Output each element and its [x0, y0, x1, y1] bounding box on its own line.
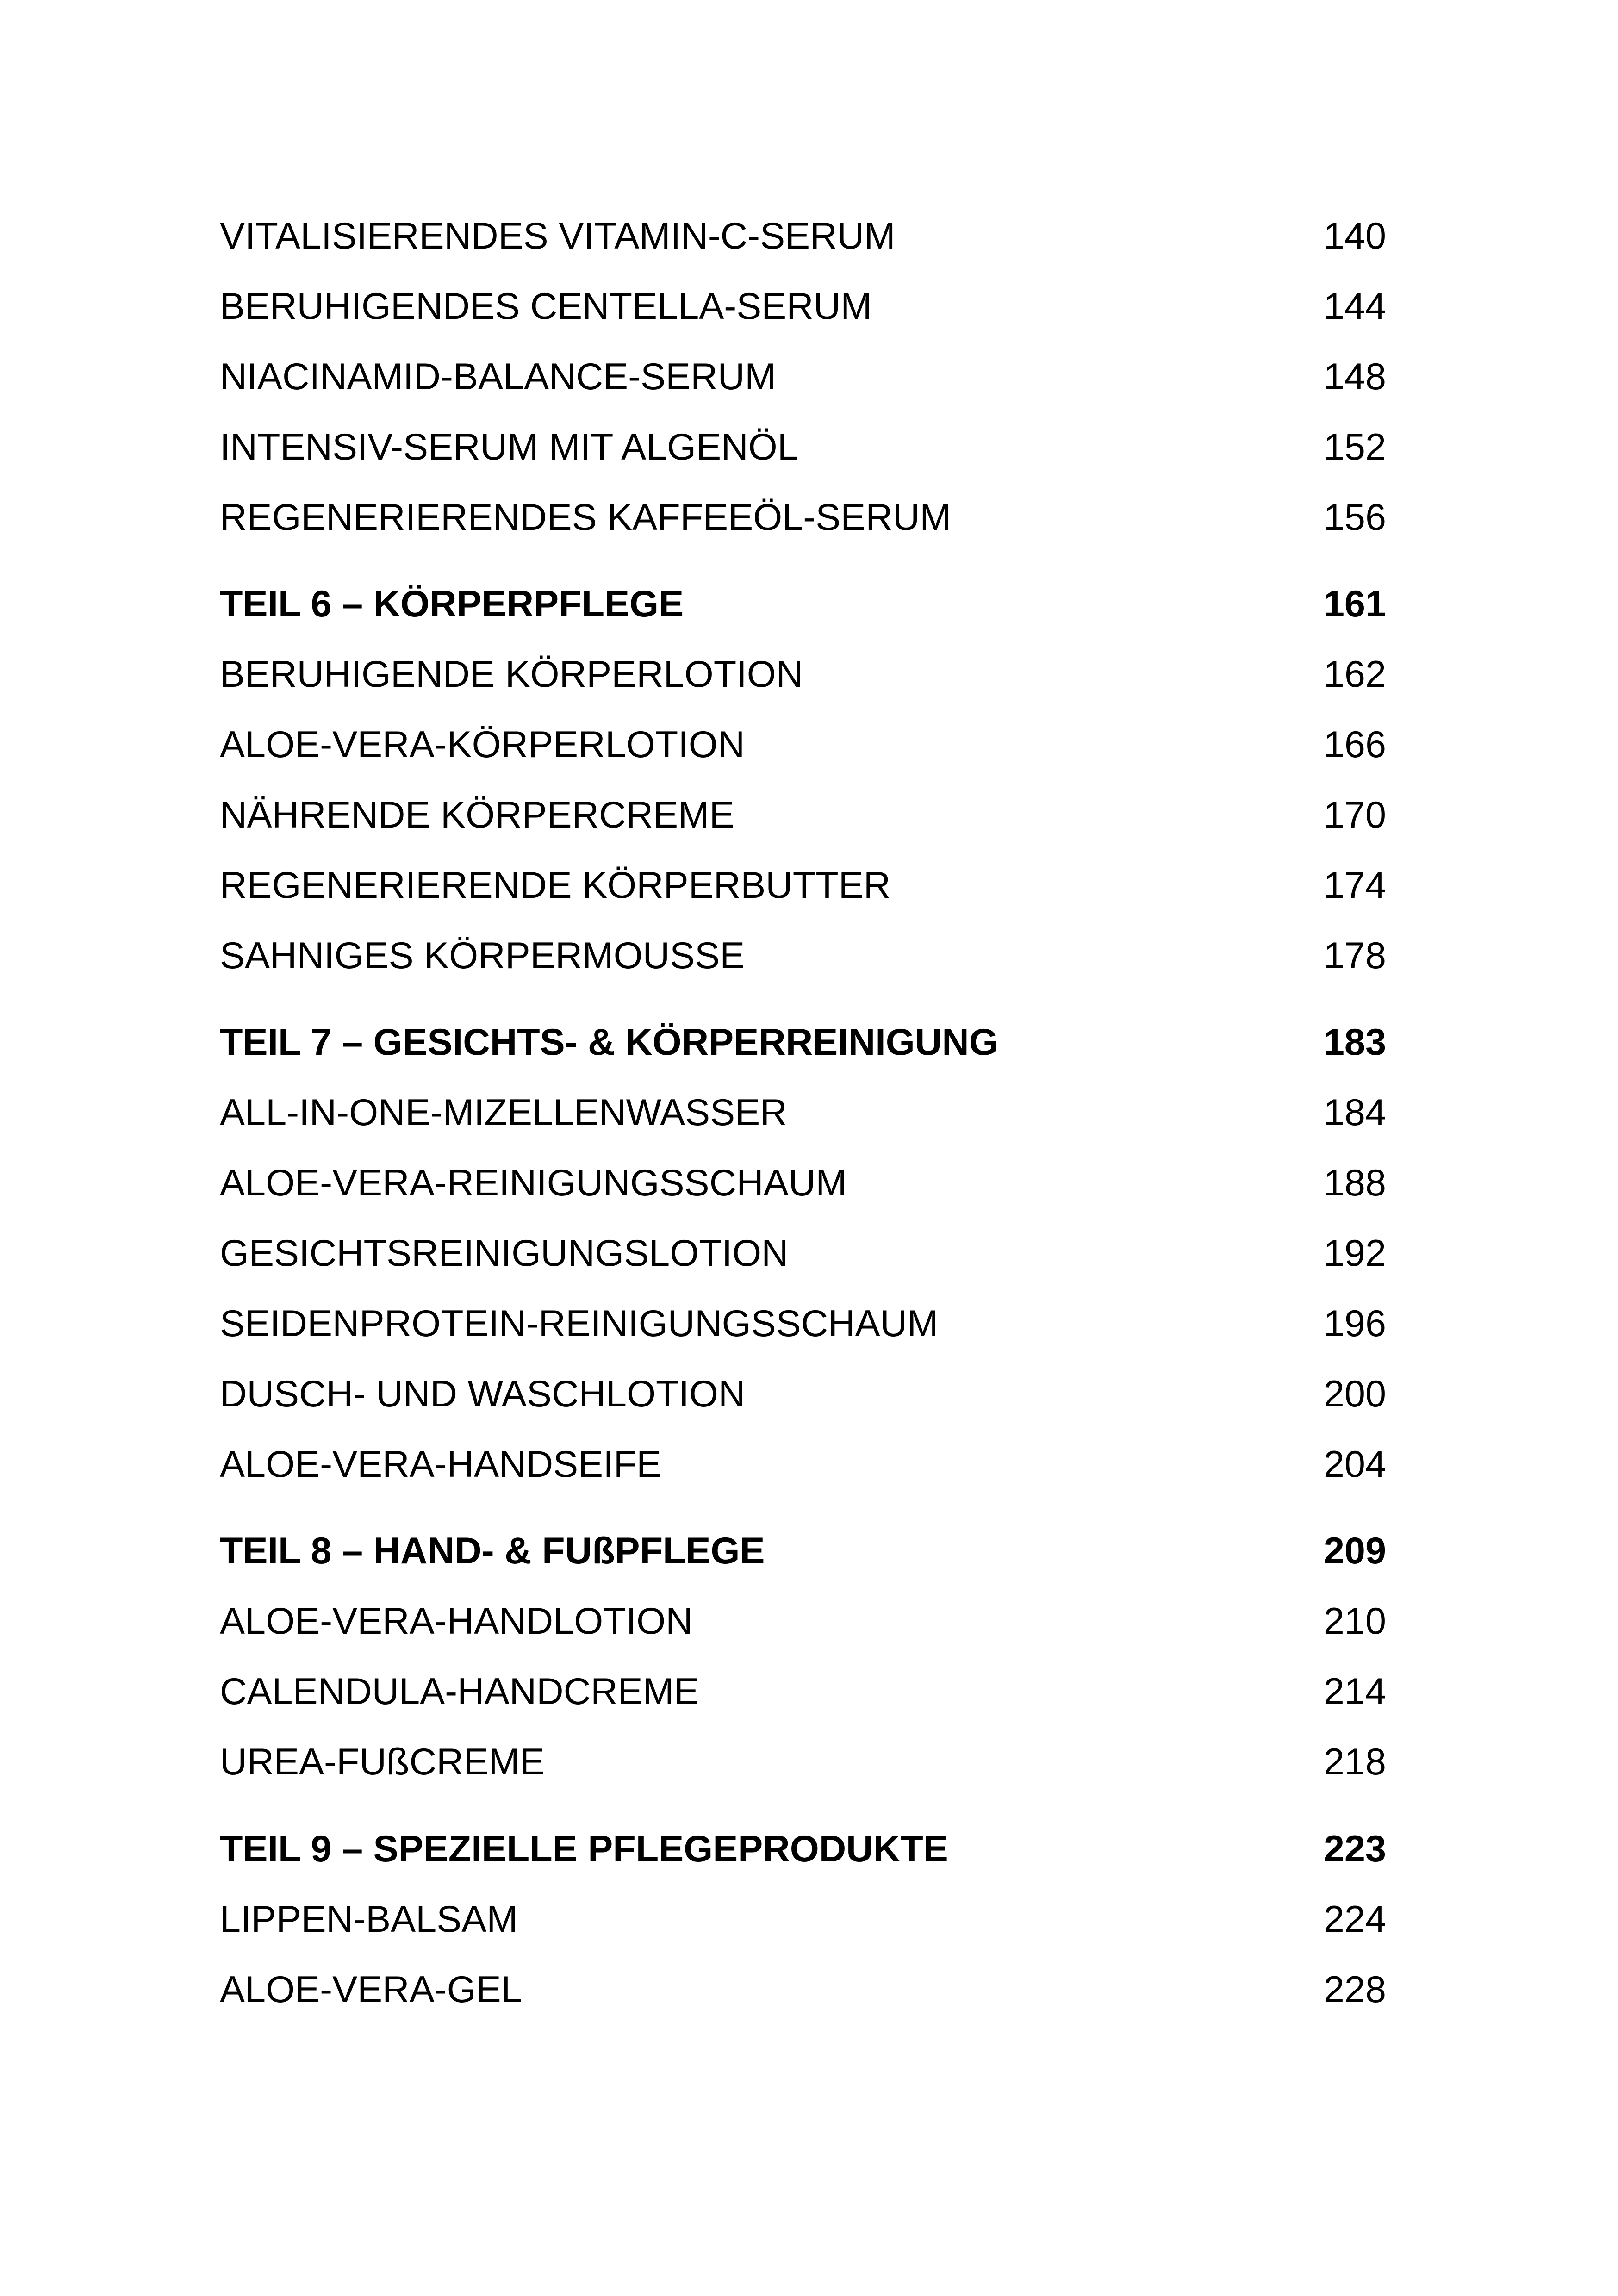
toc-entry-page: 210 [1323, 1600, 1386, 1642]
toc-section-title: TEIL 9 – SPEZIELLE PFLEGEPRODUKTE [220, 1828, 948, 1870]
toc-section-page: 183 [1323, 1021, 1386, 1063]
toc-entry [220, 211, 1386, 261]
toc-entry [220, 422, 1386, 473]
toc-entry-page: 200 [1323, 1373, 1386, 1415]
toc-entry-title: VITALISIERENDES VITAMIN-C-SERUM [220, 215, 896, 257]
toc-entry [220, 1596, 1386, 1647]
toc-section-page: 223 [1323, 1828, 1386, 1870]
toc-entry-title: CALENDULA-HANDCREME [220, 1671, 699, 1712]
toc-entry [220, 1666, 1386, 1717]
toc-entry-title: ALOE-VERA-GEL [220, 1969, 522, 2010]
toc-entry-page: 218 [1323, 1741, 1386, 1783]
toc-entry [220, 1228, 1386, 1279]
toc-entry-title: DUSCH- UND WASCHLOTION [220, 1373, 746, 1415]
toc-entry-page: 148 [1323, 356, 1386, 398]
toc-entry-title: SAHNIGES KÖRPERMOUSSE [220, 935, 745, 977]
toc-entry [220, 1087, 1386, 1138]
toc-entry-title: BERUHIGENDES CENTELLA-SERUM [220, 286, 872, 327]
toc-entry-page: 162 [1323, 653, 1386, 695]
toc-entry [220, 930, 1386, 981]
toc-entry-title: INTENSIV-SERUM MIT ALGENÖL [220, 426, 798, 468]
toc-entry [220, 719, 1386, 770]
toc-entry-title: SEIDENPROTEIN-REINIGUNGSSCHAUM [220, 1303, 939, 1344]
toc-entry-title: UREA-FUßCREME [220, 1741, 545, 1783]
toc-section-heading [220, 1823, 1386, 1874]
toc-entry [220, 1894, 1386, 1945]
toc-entry-page: 144 [1323, 286, 1386, 327]
toc-entry-page: 152 [1323, 426, 1386, 468]
toc-section-page: 209 [1323, 1530, 1386, 1572]
toc-entry [220, 1298, 1386, 1349]
toc-entry-page: 224 [1323, 1898, 1386, 1940]
toc-section-title: TEIL 6 – KÖRPERPFLEGE [220, 583, 684, 625]
toc-entry-page: 214 [1323, 1671, 1386, 1712]
toc-section-title: TEIL 7 – GESICHTS- & KÖRPERREINIGUNG [220, 1021, 998, 1063]
toc-entry-title: REGENERIERENDE KÖRPERBUTTER [220, 865, 891, 906]
toc-entry [220, 1736, 1386, 1787]
toc-entry-title: REGENERIERENDES KAFFEEÖL-SERUM [220, 497, 951, 538]
toc-entry [220, 1964, 1386, 2015]
toc-section-title: TEIL 8 – HAND- & FUßPFLEGE [220, 1530, 765, 1572]
toc-entry [220, 860, 1386, 911]
toc-entry-title: ALOE-VERA-HANDSEIFE [220, 1444, 662, 1485]
toc-section-page: 161 [1323, 583, 1386, 625]
toc-entry-page: 174 [1323, 865, 1386, 906]
toc-entry [220, 1369, 1386, 1419]
toc-entry-page: 188 [1323, 1162, 1386, 1204]
toc-entry-title: ALOE-VERA-REINIGUNGSSCHAUM [220, 1162, 847, 1204]
toc-entry-page: 204 [1323, 1444, 1386, 1485]
toc-entry-page: 140 [1323, 215, 1386, 257]
toc-entry-title: ALL-IN-ONE-MIZELLENWASSER [220, 1092, 787, 1133]
toc-entry-title: LIPPEN-BALSAM [220, 1898, 518, 1940]
toc-entry-title: NIACINAMID-BALANCE-SERUM [220, 356, 776, 398]
toc-entry-page: 228 [1323, 1969, 1386, 2010]
toc-entry-page: 166 [1323, 724, 1386, 765]
toc-entry [220, 492, 1386, 543]
toc-entry-page: 192 [1323, 1232, 1386, 1274]
toc-entry-page: 196 [1323, 1303, 1386, 1344]
toc-section-heading [220, 1525, 1386, 1576]
toc-entry-title: ALOE-VERA-HANDLOTION [220, 1600, 693, 1642]
toc-entry-title: NÄHRENDE KÖRPERCREME [220, 794, 734, 836]
toc-section-heading [220, 579, 1386, 629]
toc-entry [220, 351, 1386, 402]
toc-entry [220, 649, 1386, 700]
toc-entry [220, 281, 1386, 332]
toc-entry-title: GESICHTSREINIGUNGSLOTION [220, 1232, 789, 1274]
toc-section-heading [220, 1017, 1386, 1068]
toc-entry-page: 170 [1323, 794, 1386, 836]
toc-entry-page: 156 [1323, 497, 1386, 538]
toc-entry-page: 184 [1323, 1092, 1386, 1133]
toc-entry [220, 1157, 1386, 1208]
toc-entry-title: ALOE-VERA-KÖRPERLOTION [220, 724, 745, 765]
toc-entry [220, 790, 1386, 840]
toc-entry-page: 178 [1323, 935, 1386, 977]
toc-entry [220, 1439, 1386, 1490]
toc-entry-title: BERUHIGENDE KÖRPERLOTION [220, 653, 803, 695]
